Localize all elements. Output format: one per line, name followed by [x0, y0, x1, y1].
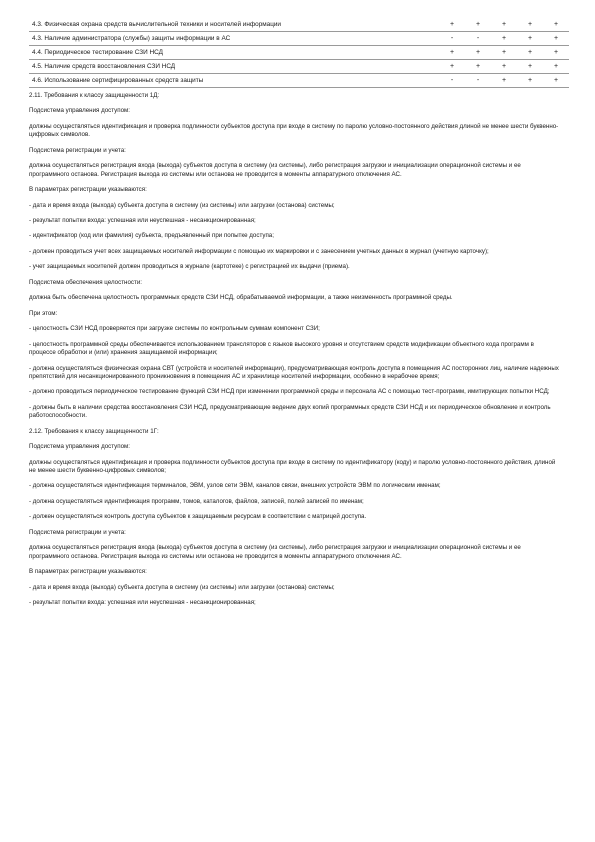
table-cell-value: -: [476, 77, 480, 84]
paragraph: 2.12. Требования к классу защищенности 1Г:: [29, 427, 159, 435]
table-row-label: 4.4. Периодическое тестирование СЗИ НСД: [32, 49, 163, 56]
paragraph: - идентификатор (код или фамилия) субъекта, предъявленный при попытке доступа;: [29, 232, 274, 240]
table-cell-value: -: [450, 35, 454, 42]
table-row-label: 4.5. Наличие средств восстановления СЗИ НСД: [32, 63, 176, 70]
table-cell-value: +: [553, 63, 559, 70]
table-row: [29, 74, 569, 88]
table-cell-value: +: [501, 49, 507, 56]
paragraph: должна быть обеспечена целостность программных средств СЗИ НСД, обрабатываемой информации, а также неизменность программной среды.: [29, 294, 453, 302]
table-cell-value: +: [527, 49, 533, 56]
paragraph: Подсистема регистрации и учета:: [29, 146, 126, 154]
table-cell-value: +: [449, 63, 455, 70]
table-cell-value: +: [527, 77, 533, 84]
table-cell-value: -: [476, 35, 480, 42]
paragraph: - должна осуществляться идентификация программ, томов, каталогов, файлов, записей, полей записей по именам;: [29, 497, 364, 505]
table-cell-value: +: [553, 21, 559, 28]
paragraph: - должна осуществляться физическая охрана СВТ (устройств и носителей информации), предусматривающая контроль доступа в помещения АС посторонних лиц, наличие надежных препятствий для несанкционированного проникновения в помещения АС и хранилище носителей информации, особенно в нерабочее время;: [29, 364, 559, 380]
document-body: [29, 92, 559, 615]
table-cell-value: +: [553, 35, 559, 42]
table-cell-value: +: [553, 49, 559, 56]
paragraph: - результат попытки входа: успешная или неуспешная - несанкционированная;: [29, 216, 256, 224]
paragraph: должны осуществляться идентификация и проверка подлинности субъектов доступа при входе в систему по паролю условно-постоянного действия длиной не менее шести буквенно-цифровых символов.: [29, 122, 559, 139]
table-cell-value: +: [527, 35, 533, 42]
table-cell-value: +: [475, 63, 481, 70]
table-cell-value: +: [475, 21, 481, 28]
paragraph: - целостность программной среды обеспечивается использованием трансляторов с языков высокого уровня и отсутствием средств модификации объектного кода программ в процессе обработки и (или) хранения защищаемой информации;: [29, 340, 534, 357]
paragraph: - результат попытки входа: успешная или неуспешная - несанкционированная;: [29, 599, 256, 607]
paragraph: - целостность СЗИ НСД проверяется при загрузке системы по контрольным суммам компонент СЗИ;: [29, 325, 320, 333]
paragraph: - должны быть в наличии средства восстановления СЗИ НСД, предусматривающие ведение двух копий программных средств СЗИ НСД и их периодическое обновление и контроль работоспособности.: [29, 403, 551, 420]
table-cell-value: +: [527, 63, 533, 70]
paragraph: - должен проводиться учет всех защищаемых носителей информации с помощью их маркировки и с занесением учетных данных в журнал (учетную карточку);: [29, 247, 489, 255]
paragraph: должна осуществляться регистрация входа (выхода) субъектов доступа в систему (из системы), либо регистрация загрузки и инициализации операционной системы и ее программного останова. Регистрация выхода из системы или останова не проводится в моменты аппаратурного отключения АС.: [29, 544, 521, 560]
table-row-label: 4.3. Физическая охрана средств вычислительной техники и носителей информации: [32, 21, 281, 28]
paragraph: Подсистема управления доступом:: [29, 443, 130, 451]
table-cell-value: +: [501, 63, 507, 70]
table-cell-value: +: [449, 49, 455, 56]
table-row-label: 4.3. Наличие администратора (службы) защиты информации в АС: [32, 35, 231, 42]
table-cell-value: +: [501, 77, 507, 84]
table-row: [29, 18, 569, 32]
paragraph: Подсистема регистрации и учета:: [29, 528, 126, 536]
requirements-table: [29, 18, 569, 88]
table-cell-value: +: [501, 21, 507, 28]
table-cell-value: +: [475, 49, 481, 56]
paragraph: должны осуществляться идентификация и проверка подлинности субъектов доступа при входе в систему по идентификатору (коду) и паролю условно-постоянного действия, длиной не менее шести буквенно-цифровых символов;: [29, 458, 556, 474]
paragraph: Подсистема управления доступом:: [29, 107, 130, 115]
paragraph: - дата и время входа (выхода) субъекта доступа в систему (из системы) или загрузки (останова) системы;: [29, 583, 335, 591]
table-row-label: 4.6. Использование сертифицированных средств защиты: [32, 77, 204, 84]
paragraph: 2.11. Требования к классу защищенности 1Д:: [29, 92, 160, 99]
table-cell-value: -: [450, 77, 454, 84]
paragraph: - учет защищаемых носителей должен проводиться в журнале (картотеке) с регистрацией их выдачи (приема).: [29, 263, 350, 271]
table-cell-value: +: [527, 21, 533, 28]
table-cell-value: +: [553, 77, 559, 84]
table-row: [29, 60, 569, 74]
paragraph: должна осуществляться регистрация входа (выхода) субъектов доступа в систему (из системы), либо регистрация загрузки и инициализации операционной системы и ее программного останова. Регистрация выхода из системы или останова не проводится в моменты аппаратурного отключения АС.: [29, 162, 521, 178]
table-row: [29, 32, 569, 46]
paragraph: - должен осуществляться контроль доступа субъектов к защищаемым ресурсам в соответствии с матрицей доступа.: [29, 513, 367, 521]
table-cell-value: +: [449, 21, 455, 28]
paragraph: В параметрах регистрации указываются:: [29, 186, 147, 194]
paragraph: В параметрах регистрации указываются:: [29, 568, 147, 576]
table-cell-value: +: [501, 35, 507, 42]
paragraph: При этом:: [29, 309, 58, 317]
paragraph: - дата и время входа (выхода) субъекта доступа в систему (из системы) или загрузки (останова) системы;: [29, 201, 335, 209]
paragraph: - должна осуществляться идентификация терминалов, ЭВМ, узлов сети ЭВМ, каналов связи, внешних устройств ЭВМ по логическим именам;: [29, 482, 441, 490]
paragraph: Подсистема обеспечения целостности:: [29, 278, 142, 286]
paragraph: - должно проводиться периодическое тестирование функций СЗИ НСД при изменении программной среды и персонала АС с помощью тест-программ, имитирующих попытки НСД;: [29, 388, 550, 396]
table-row: [29, 46, 569, 60]
